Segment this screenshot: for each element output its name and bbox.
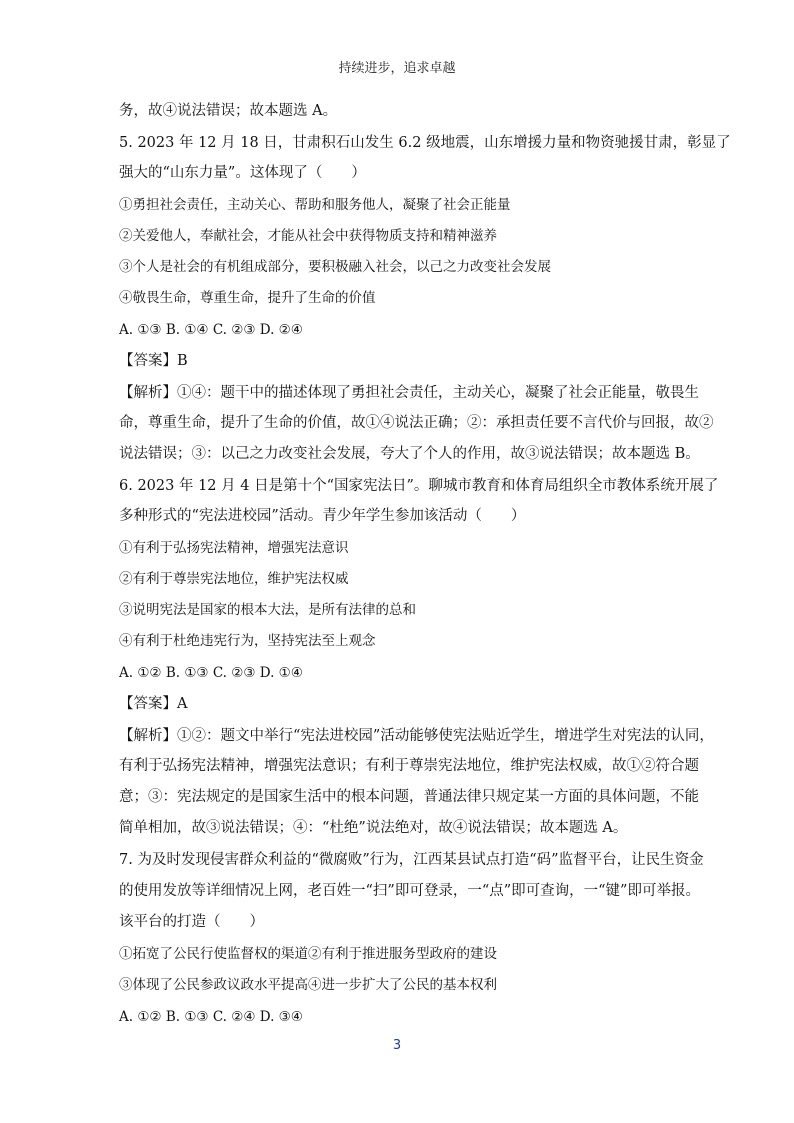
question-5-option: ②关爱他人，奉献社会，才能从社会中获得物质支持和精神滋养 (119, 228, 497, 244)
text-line: 务，故④说法错误；故本题选 A。 (119, 103, 338, 119)
page-header-slogan: 持续进步，追求卓越 (338, 61, 456, 76)
question-5-stem: 5. 2023 年 12 月 18 日，甘肃积石山发生 6.2 级地震，山东增援力量和物资驰援甘肃，彰显了 (119, 135, 731, 151)
question-7-stem: 的使用发放等详细情况上网，老百姓一“扫”即可登录，一“点”即可查询，一“键”即可举报。 (119, 883, 700, 899)
question-6-stem: 多种形式的“宪法进校园”活动。青少年学生参加该活动（ ） (119, 508, 526, 524)
question-6-analysis: 简单相加，故③说法错误；④：“杜绝”说法绝对，故④说法错误；故本题选 A。 (119, 820, 628, 836)
question-5-stem: 强大的“山东力量”。这体现了（ ） (119, 165, 366, 181)
question-7-stem: 7. 为及时发现侵害群众利益的“微腐败”行为，江西某县试点打造“码”监督平台，让民生资金 (119, 852, 704, 868)
question-5-option: ①勇担社会责任，主动关心、帮助和服务他人，凝聚了社会正能量 (119, 197, 511, 213)
question-6-option: ①有利于弘扬宪法精神，增强宪法意识 (119, 540, 349, 556)
question-5-option: ④敬畏生命，尊重生命，提升了生命的价值 (119, 290, 376, 306)
page-number: 3 (392, 1038, 402, 1053)
question-7-choices: A. ①② B. ①③ C. ②④ D. ③④ (119, 1009, 303, 1025)
question-7-stem: 该平台的打造（ ） (119, 914, 264, 930)
question-6-option: ②有利于尊崇宪法地位，维护宪法权威 (119, 571, 349, 587)
question-6-choices: A. ①② B. ①③ C. ②③ D. ①④ (119, 665, 303, 681)
question-6-analysis: 有利于弘扬宪法精神，增强宪法意识；有利于尊崇宪法地位，维护宪法权威，故①②符合题 (119, 758, 699, 774)
question-6-option: ④有利于杜绝违宪行为，坚持宪法至上观念 (119, 633, 376, 649)
question-6-option: ③说明宪法是国家的根本大法，是所有法律的总和 (119, 602, 416, 618)
question-7-option: ①拓宽了公民行使监督权的渠道②有利于推进服务型政府的建设 (119, 946, 497, 962)
question-5-choices: A. ①③ B. ①④ C. ②③ D. ②④ (119, 322, 303, 338)
question-6-analysis: 【解析】①②：题文中举行“宪法进校园”活动能够使宪法贴近学生，增进学生对宪法的认同， (119, 728, 714, 744)
question-5-answer: 【答案】B (119, 353, 188, 369)
question-6-stem: 6. 2023 年 12 月 4 日是第十个“国家宪法日”。聊城市教育和体育局组织全市教体系统开展了 (119, 478, 719, 494)
question-6-answer: 【答案】A (119, 696, 188, 712)
question-6-analysis: 意；③：宪法规定的是国家生活中的根本问题，普通法律只规定某一方面的具体问题，不能 (119, 789, 699, 805)
question-5-option: ③个人是社会的有机组成部分，要积极融入社会，以己之力改变社会发展 (119, 259, 551, 275)
question-5-analysis: 说法错误；③：以己之力改变社会发展，夸大了个人的作用，故③说法错误；故本题选 B。 (119, 446, 700, 462)
question-5-analysis: 【解析】①④：题干中的描述体现了勇担社会责任，主动关心，凝聚了社会正能量，敬畏生 (119, 385, 699, 401)
question-7-option: ③体现了公民参政议政水平提高④进一步扩大了公民的基本权利 (119, 977, 497, 993)
question-5-analysis: 命，尊重生命，提升了生命的价值，故①④说法正确；②：承担责任要不言代价与回报，故② (119, 415, 714, 431)
